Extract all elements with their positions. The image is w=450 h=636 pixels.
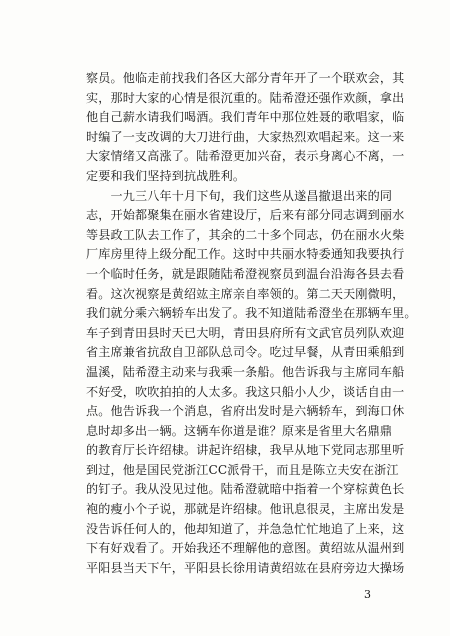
page-number: 3 [364, 588, 371, 601]
text-line: 我们就分乘六辆轿车出发了。我不知道陆希澄坐在那辆车里。 [86, 306, 417, 321]
body-text [86, 69, 417, 578]
text-line: 一九三八年十月下旬，我们这些从遂昌撤退出来的同 [86, 188, 393, 203]
text-line: 平阳县当天下午，平阳县长徐用请黄绍竑在县府旁边大操场 [86, 560, 405, 575]
text-line: 到过，他是国民党浙江CC派骨干，而且是陈立夫安在浙江 [86, 462, 399, 477]
text-line: 等县政工队去工作了，其余的二十多个同志，仍在丽水火柴 [86, 227, 405, 242]
text-line: 没告诉任何人的，他却知道了，并急急忙忙地追了上来，这 [86, 521, 405, 536]
text-line: 志，开始都聚集在丽水省建设厅，后来有部分同志调到丽水 [86, 208, 405, 223]
text-line: 实，那时大家的心情是很沉重的。陆希澄还强作欢颜，拿出 [86, 90, 405, 105]
text-line: 大家情绪又高涨了。陆希澄更加兴奋，表示身离心不离，一 [86, 149, 405, 164]
text-line: 的钉子。我从没见过他。陆希澄就暗中指着一个穿棕黄色长 [86, 482, 405, 497]
text-line: 不好受，吹吹拍拍的人太多。我这只船小人少，谈话自由一 [86, 384, 405, 399]
text-line: 厂库房里待上级分配工作。这时中共丽水特委通知我要执行 [86, 247, 405, 262]
text-line: 察员。他临走前找我们各区大部分青年开了一个联欢会，其 [86, 71, 405, 85]
text-line: 定要和我们坚持到抗战胜利。 [86, 168, 246, 183]
text-line: 他自己薪水请我们喝酒。我们青年中那位姓聂的歌唱家，临 [86, 110, 405, 125]
text-line: 车子到青田县时天已大明，青田县府所有文武官员列队欢迎 [86, 325, 405, 340]
text-line: 下有好戏看了。开始我还不理解他的意图。黄绍竑从温州到 [86, 541, 405, 556]
text-line: 的教育厅长许绍棣。讲起许绍棣，我早从地下党同志那里听 [86, 443, 405, 458]
text-line: 看。这次视察是黄绍竑主席亲自率领的。第二天天刚微明， [86, 286, 405, 301]
text-line: 袍的瘦小个子说，那就是许绍棣。他讯息很灵，主席出发是 [86, 502, 405, 517]
text-line: 一个临时任务，就是跟随陆希澄视察员到温台沿海各县去看 [86, 266, 405, 281]
text-line: 息时却多出一辆。这辆车你道是谁？原来是省里大名鼎鼎 [86, 423, 393, 438]
text-line: 省主席兼省抗敌自卫部队总司令。吃过早餐，从青田乘船到 [86, 345, 405, 360]
text-line: 温溪，陆希澄主动来与我乘一条船。他告诉我与主席同车船 [86, 364, 405, 379]
text-line: 时编了一支改调的大刀进行曲，大家热烈欢唱起来。这一来 [86, 129, 405, 144]
text-line: 点。他告诉我一个消息，省府出发时是六辆轿车，到海口休 [86, 404, 405, 419]
